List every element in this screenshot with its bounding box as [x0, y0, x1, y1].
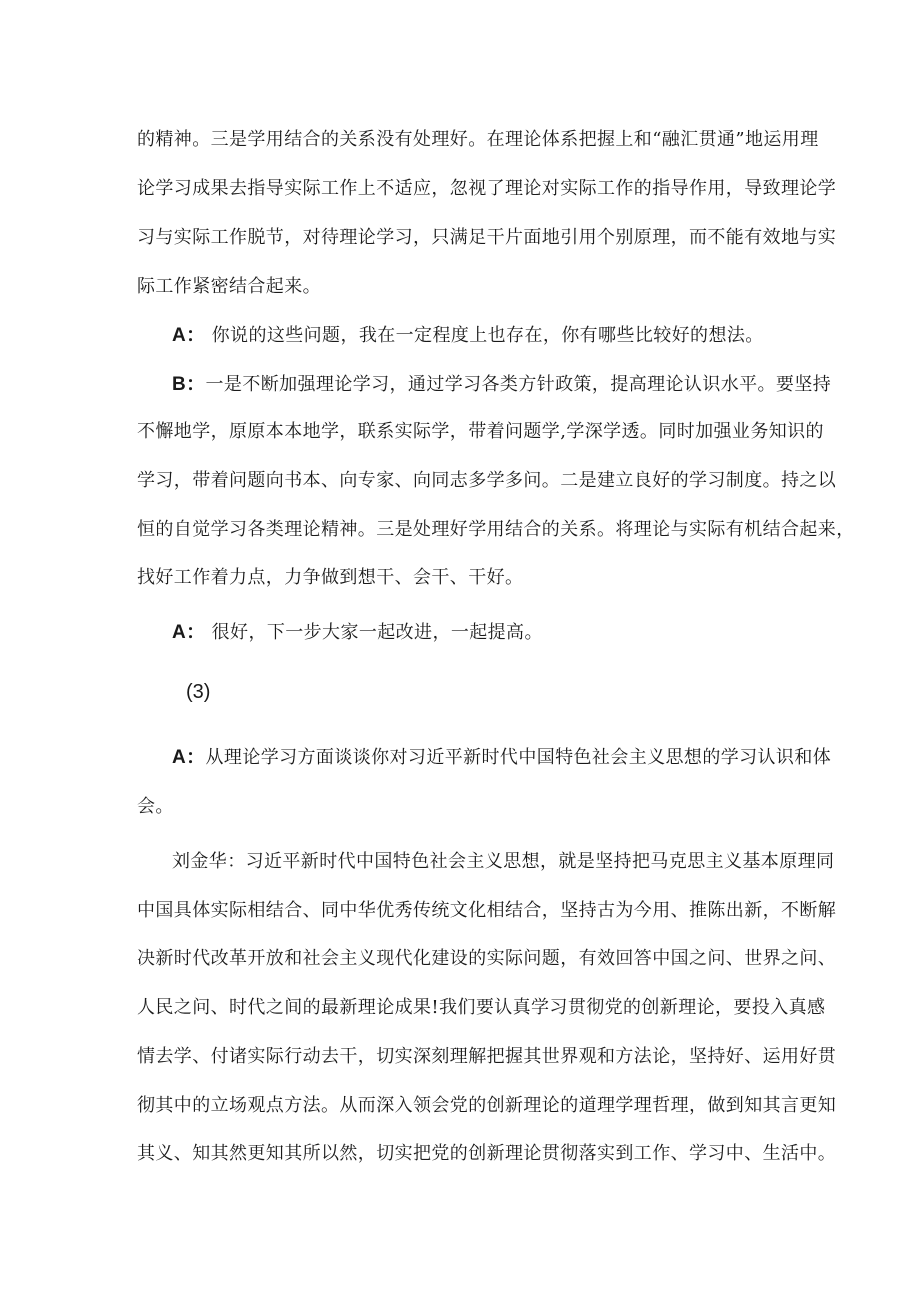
dialogue-a-text: 很好，下一步大家一起改进，一起提高。 [211, 622, 543, 643]
speaker-a-label: A： [172, 747, 206, 768]
section-number: (3) [186, 681, 211, 703]
paragraph-line: 中国具体实际相结合、同中华优秀传统文化相结合，坚持古为今用、推陈出新，不断解 [137, 900, 837, 921]
dialogue-b-text: 一是不断加强理论学习，通过学习各类方针政策，提高理论认识水平。要坚持 [205, 374, 832, 395]
dialogue-b-first-line [172, 373, 832, 397]
paragraph-line: 彻其中的立场观点方法。从而深入领会党的创新理论的道理学理哲理，做到知其言更知 [137, 1095, 837, 1116]
paragraph-line: 会。 [137, 796, 174, 817]
paragraph-line: 找好工作着力点，力争做到想干、会干、干好。 [137, 567, 524, 588]
speaker-b-label: B： [172, 374, 206, 395]
paragraph-line: 情去学、付诸实际行动去干，切实深刻理解把握其世界观和方法论，坚持好、运用好贯 [137, 1046, 837, 1067]
paragraph-line: 学习，带着问题向书本、向专家、向同志多学多问。二是建立良好的学习制度。持之以 [137, 470, 837, 491]
paragraph-line: 人民之问、时代之间的最新理论成果!我们要认真学习贯彻党的创新理论，要投入真感 [137, 997, 826, 1018]
paragraph-line: 其义、知其然更知其所以然，切实把党的创新理论贯彻落实到工作、学习中、生活中。 [137, 1143, 837, 1164]
speaker-a-label: A： [172, 622, 206, 643]
paragraph-line: 决新时代改革开放和社会主义现代化建设的实际问题，有效回答中国之问、世界之问、 [137, 948, 837, 969]
dialogue-a-line [172, 324, 797, 348]
dialogue-a-text: 从理论学习方面谈谈你对习近平新时代中国特色社会主义思想的学习认识和体 [205, 747, 832, 768]
paragraph-line: 的精神。三是学用结合的关系没有处理好。在理论体系把握上和“融汇贯通”地运用理 [137, 129, 819, 150]
paragraph-line: 恒的自觉学习各类理论精神。三是处理好学用结合的关系。将理论与实际有机结合起来， [137, 519, 855, 540]
paragraph-line: 论学习成果去指导实际工作上不适应，忽视了理论对实际工作的指导作用，导致理论学 [137, 178, 837, 199]
paragraph-line: 习与实际工作脱节，对待理论学习，只满足干片面地引用个别原理，而不能有效地与实 [137, 227, 837, 248]
dialogue-a-line [172, 621, 797, 645]
dialogue-a-first-line [172, 746, 832, 770]
speaker-a-label: A： [172, 325, 206, 346]
dialogue-a-text: 你说的这些问题，我在一定程度上也存在，你有哪些比较好的想法。 [211, 325, 764, 346]
paragraph-line: 际工作紧密结合起来。 [137, 276, 321, 297]
paragraph-line: 不懈地学，原原本本地学，联系实际学，带着问题学,学深学透。同时加强业务知识的 [137, 421, 824, 442]
respondent-first-line: 刘金华：习近平新时代中国特色社会主义思想，就是坚持把马克思主义基本原理同 [172, 851, 835, 872]
